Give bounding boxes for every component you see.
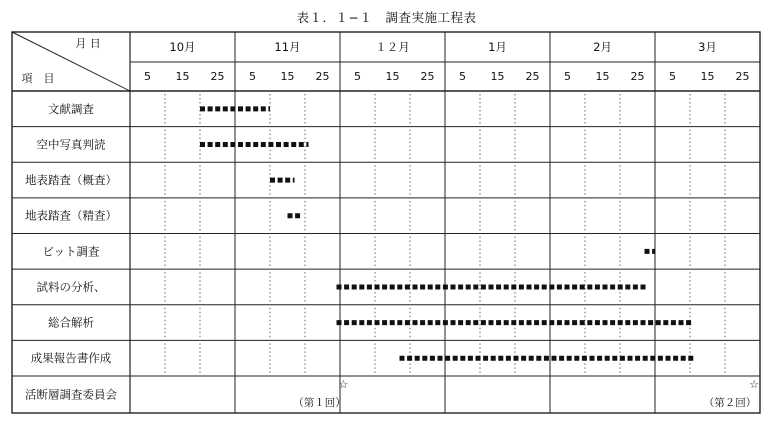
day-label: 5	[459, 70, 466, 83]
day-label: 15	[700, 70, 715, 83]
day-label: 5	[669, 70, 676, 83]
day-label: 25	[630, 70, 645, 83]
day-label: 15	[175, 70, 190, 83]
month-label: 3月	[698, 40, 717, 54]
task-label: 試料の分析、	[36, 279, 106, 294]
month-label: 1月	[488, 40, 507, 54]
day-label: 25	[210, 70, 225, 83]
day-label: 15	[385, 70, 400, 83]
day-label: 15	[280, 70, 295, 83]
month-label: 2月	[593, 40, 612, 54]
task-label: 総合解析	[48, 315, 94, 330]
day-label: 5	[249, 70, 256, 83]
day-label: 25	[420, 70, 435, 83]
table-border	[12, 32, 760, 413]
day-label: 5	[354, 70, 361, 83]
task-label: 地表踏査（概査）	[25, 173, 117, 188]
meeting-note: （第１回）	[293, 397, 346, 409]
day-label: 15	[490, 70, 505, 83]
day-label: 25	[315, 70, 330, 83]
committee-label: 活断層調査委員会	[25, 387, 117, 402]
task-label: ビット調査	[42, 244, 100, 259]
day-label: 25	[735, 70, 750, 83]
meeting-star-icon: ☆	[749, 378, 759, 391]
task-label: 成果報告書作成	[30, 351, 112, 366]
day-label: 5	[144, 70, 151, 83]
day-label: 5	[564, 70, 571, 83]
day-label: 25	[525, 70, 540, 83]
task-label: 地表踏査（精査）	[25, 208, 117, 223]
meeting-note: （第２回）	[703, 397, 757, 409]
month-label: 11月	[274, 40, 301, 54]
task-label: 文献調査	[48, 101, 94, 116]
page-title: 表１．１−１ 調査実施工程表	[296, 10, 477, 25]
meeting-star-icon: ☆	[338, 378, 349, 391]
corner-label-bottom: 項 目	[21, 72, 55, 85]
month-label: 10月	[169, 40, 196, 54]
task-label: 空中写真判読	[36, 137, 106, 152]
corner-label-top: 月 日	[75, 37, 101, 50]
month-label: １２月	[375, 40, 410, 54]
day-label: 15	[595, 70, 610, 83]
